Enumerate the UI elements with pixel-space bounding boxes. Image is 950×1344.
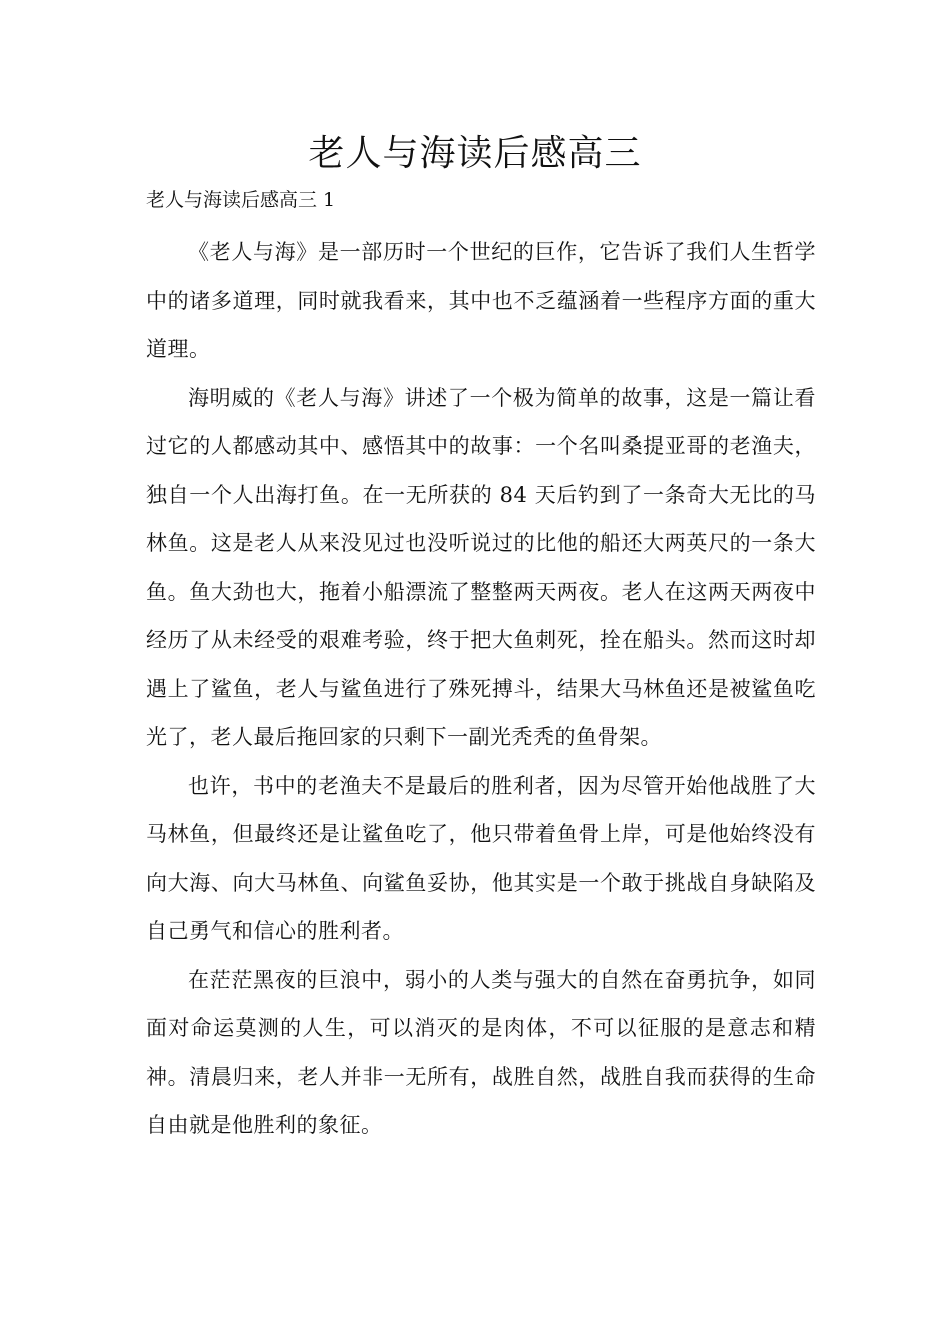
document-title: 老人与海读后感高三 <box>308 133 642 174</box>
document-body <box>146 228 816 1150</box>
paragraph-4: 在茫茫黑夜的巨浪中，弱小的人类与强大的自然在奋勇抗争，如同面对命运莫测的人生，可以消灭的是肉体，不可以征服的是意志和精神。清晨归来，老人并非一无所有，战胜自然，战胜自我而获得的生命自由就是他胜利的象征。 <box>146 967 816 1137</box>
paragraph-3: 也许，书中的老渔夫不是最后的胜利者，因为尽管开始他战胜了大马林鱼，但最终还是让鲨鱼吃了，他只带着鱼骨上岸，可是他始终没有向大海、向大马林鱼、向鲨鱼妥协，他其实是一个敢于挑战自身缺陷及自己勇气和信心的胜利者。 <box>146 773 816 943</box>
paragraph-2: 海明威的《老人与海》讲述了一个极为简单的故事，这是一篇让看过它的人都感动其中、感悟其中的故事：一个名叫桑提亚哥的老渔夫，独自一个人出海打鱼。在一无所获的 84 天后钓到了一条奇大无比的马林鱼。这是老人从来没见过也没听说过的比他的船还大两英尺的一条大鱼。鱼大劲也大，拖着小船漂流了整整两天两夜。老人在这两天两夜中经历了从未经受的艰难考验，终于把大鱼刺死，拴在船头。然而这时却遇上了鲨鱼，老人与鲨鱼进行了殊死搏斗，结果大马林鱼还是被鲨鱼吃光了，老人最后拖回家的只剩下一副光秃秃的鱼骨架。 <box>146 385 816 749</box>
section-heading: 老人与海读后感高三 1 <box>146 189 336 211</box>
paragraph-1: 《老人与海》是一部历时一个世纪的巨作，它告诉了我们人生哲学中的诸多道理，同时就我看来，其中也不乏蕴涵着一些程序方面的重大道理。 <box>146 240 816 361</box>
